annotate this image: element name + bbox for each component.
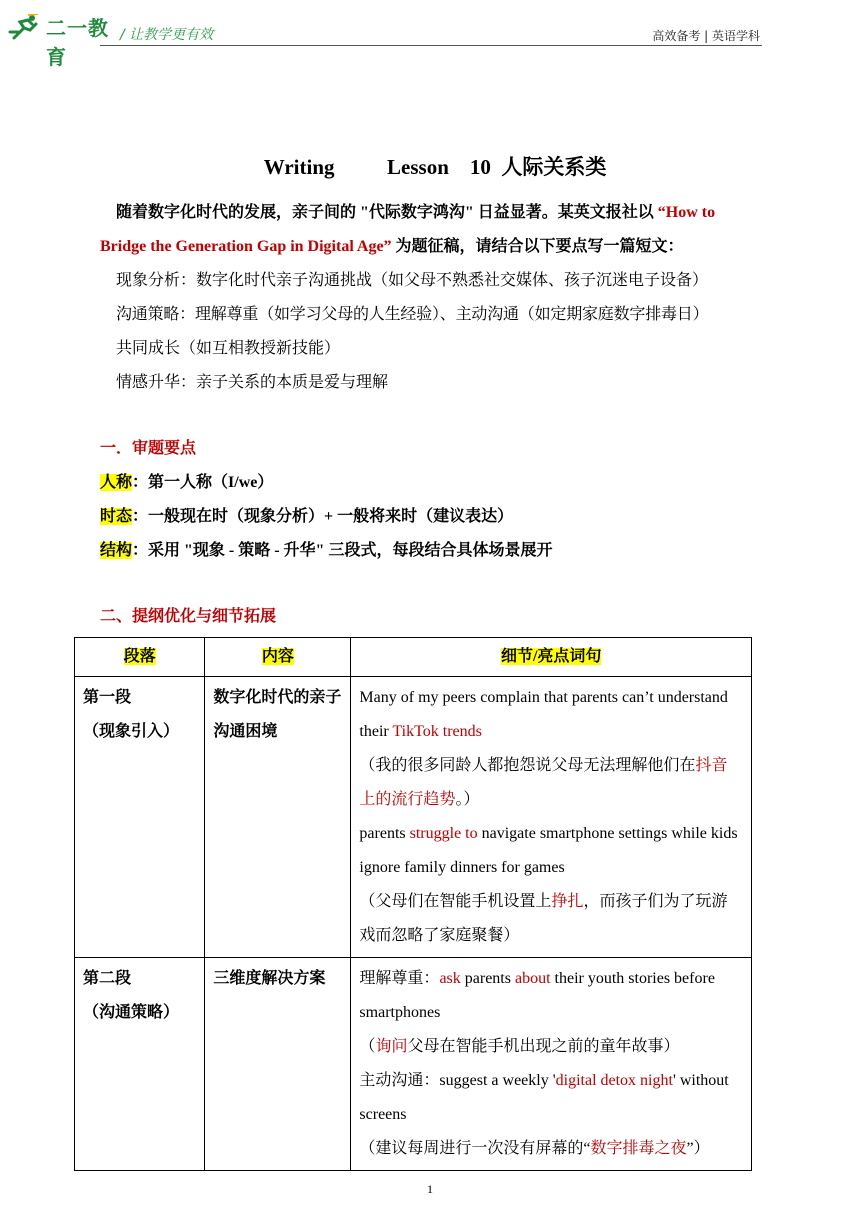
title-lesson: Lesson [387,155,449,179]
detail-text: （我的很多同龄人都抱怨说父母无法理解他们在 [359,757,696,774]
title-writing: Writing [263,155,335,179]
point-item: 现象分析：数字化时代亲子沟通挑战（如父母不熟悉社交媒体、孩子沉迷电子设备） [116,272,709,289]
detail-text: （父母们在智能手机设置上 [359,893,552,910]
header-divider [100,45,762,46]
detail-highlight: 挣扎 [551,893,584,910]
title-number: 10 [469,155,491,179]
text-person: ：第一人称（I/we） [132,474,274,491]
text-structure: ：采用 "现象 - 策略 - 升华" 三段式，每段结合具体场景展开 [132,542,553,559]
detail-text: navigate smartphone settings while kids ignore family dinners for games [359,825,738,876]
row2-para-label: 第二段 [83,970,132,987]
row2-content: 三维度解决方案 [205,958,351,1171]
intro-text-end: 为题征稿，请结合以下要点写一篇短文： [391,238,684,255]
detail-text: 。） [455,791,480,808]
intro-paragraph [100,196,762,264]
detail-highlight: struggle to [409,825,478,842]
intro-essay-title: “How to Bridge the Generation Gap in Digital Age” [100,204,716,255]
row2-detail-1 [359,962,743,1030]
header-paragraph: 段落 [123,648,156,665]
point-person [100,466,762,500]
detail-text: 理解尊重： [359,970,440,987]
detail-text: Many of my peers complain that parents can’t understand their [359,689,728,740]
point-tense [100,500,762,534]
logo-text: 二一教育 [46,16,109,69]
runner-icon [8,14,44,40]
title-topic: 人际关系类 [501,155,607,179]
row2-detail-4 [359,1132,743,1166]
section-2-heading: 二、提纲优化与细节拓展 [100,608,277,625]
intro-text: 随着数字化时代的发展，亲子间的 "代际数字鸿沟" 日益显著。某英文报社以 [116,204,658,221]
detail-highlight: TikTok trends [392,723,482,740]
row1-content: 数字化时代的亲子沟通困境 [205,677,351,958]
detail-text: （ [359,1038,376,1055]
detail-text: parents [359,825,410,842]
brand-logo [8,12,118,69]
point-item: 沟通策略：理解尊重（如学习父母的人生经验）、主动沟通（如定期家庭数字排毒日） [116,306,709,323]
detail-highlight: about [514,970,551,987]
intro-points [100,264,778,400]
outline-table [74,637,752,1171]
table-row [75,958,752,1171]
header-details: 细节/亮点词句 [500,648,602,665]
detail-highlight: digital detox night [555,1072,673,1089]
detail-text: ' without screens [359,1072,729,1123]
row2-detail-2 [359,1030,743,1064]
detail-text: ，而孩子们为了玩游戏而忽略了家庭聚餐） [359,893,728,944]
row2-detail-3 [359,1064,743,1132]
detail-highlight: 数字排毒之夜 [590,1140,687,1157]
row1-paragraph [75,677,205,958]
row1-detail-2 [359,749,743,817]
row1-details [351,677,752,958]
row2-details [351,958,752,1171]
point-item: 情感升华：亲子关系的本质是爱与理解 [116,374,389,391]
detail-highlight: ask [439,970,461,987]
detail-highlight: 抖音上的流行趋势 [359,757,728,808]
label-structure: 结构 [100,542,133,559]
point-item: 共同成长（如互相教授新技能） [116,340,341,357]
detail-text: 父母在智能手机出现之前的童年故事） [407,1038,680,1055]
header-content: 内容 [261,648,294,665]
section-1-heading: 一．审题要点 [100,440,197,457]
point-structure [100,534,762,568]
row1-detail-1 [359,681,743,749]
label-tense: 时态 [100,508,133,525]
row1-detail-4 [359,885,743,953]
detail-text: their youth stories before smartphones [359,970,715,1021]
text-tense: ：一般现在时（现象分析）+ 一般将来时（建议表达） [132,508,514,525]
row2-paragraph [75,958,205,1171]
header-slogan: / 让教学更有效 [120,27,214,43]
row1-para-sub: （现象引入） [83,723,180,740]
row1-detail-3 [359,817,743,885]
header-subject: 高效备考 | 英语学科 [652,29,760,43]
row1-para-label: 第一段 [83,689,132,706]
table-header-row [75,638,752,677]
page-title [0,126,860,181]
page-header [0,0,860,69]
section-1 [100,432,762,568]
section-2 [100,600,762,634]
page-number: 1 [427,1182,433,1196]
detail-text: parents [460,970,515,987]
detail-text: ”） [686,1140,710,1157]
detail-text: （建议每周进行一次没有屏幕的“ [359,1140,591,1157]
detail-highlight: 询问 [375,1038,408,1055]
label-person: 人称 [100,474,133,491]
detail-text: 主动沟通：suggest a weekly ' [359,1072,556,1089]
row2-para-sub: （沟通策略） [83,1004,180,1021]
table-row [75,677,752,958]
